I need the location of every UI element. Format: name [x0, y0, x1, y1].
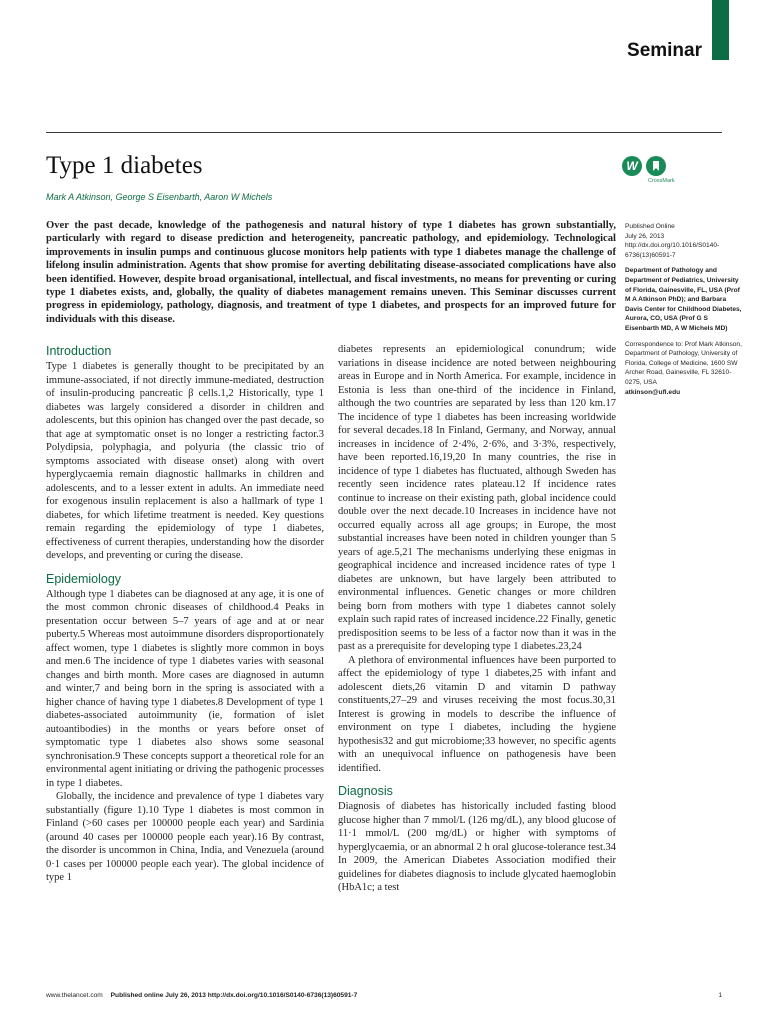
heading-epidemiology: Epidemiology: [46, 571, 122, 586]
affiliation: Department of Pathology and Department of Pediatrics, University of Florida, Gainesville, FL, USA (Prof M A Atkinson PhD); and Barbara Davis Center for Childhood Diabetes, Aurora, CO, USA (Prof G S Eisenbarth MD, A W Michels MD): [625, 267, 742, 332]
footer-site[interactable]: www.thelancet.com: [46, 992, 103, 999]
paragraph-introduction: Type 1 diabetes is generally thought to be precipitated by an immune-associated, if not directly immune-mediated, destruction of insulin-producing pancreatic β cells.1,2 Historically, type 1 diabetes was largely considered a disorder in children and adolescents, but this opinion has changed over the past decade, so that age at symptomatic onset is no longer a restricting factor.3 Polydipsia, polyphagia, and polyuria (the classic trio of symptoms associated with disease onset) along with overt hyperglycaemia remain diagnostic hallmarks in children and adolescents, and to a lesser extent in adults. An immediate need for exogenous insulin replacement is also a hallmark of type 1 diabetes, for which lifetime treatment is needed. Key questions remain regarding the epidemiology of type 1 diabetes, effectiveness of current therapies, understanding how the disorder develops, and preventing or curing the disease.: [46, 361, 324, 561]
body-column-right: [338, 343, 616, 895]
page-number: 1: [718, 992, 722, 999]
header-rule: [46, 132, 722, 133]
paragraph-epidemiology-3: diabetes represents an epidemiological conundrum; wide variations in disease incidence are noted between neighbouring areas in Europe and in North America. For example, incidence in Estonia is less than one-third of the incidence in Finland, although the two countries are separated by less than 120 km.17 The incidence of type 1 diabetes has been increasing worldwide for several decades.18 In Finland, Germany, and Norway, annual increases in incidence of 2·4%, 2·6%, and 3·3%, respectively, have been reported.16,19,20 In many countries, the rise in incidence of type 1 diabetes has fluctuated, although Sweden has recently seen incidence rates plateau.12 If incidence rates continue to increase on their existing path, global incidence could double over the next decade.10 Increases in incidence have not occurred equally across all age groups; in Europe, the most substantial increases have been noted in children younger than 5 years of age.5,21 The mechanisms underlying these enigmas in geographical incidence and increased incidence rates of type 1 diabetes are unknown, but have largely been attributed to environmental influences. Genetic changes or more children being born from mothers with type 1 diabetes cannot solely explain such rapid rates of increased incidence.22 Finally, genetic predisposition seems to be less of a factor now than it was in the past as a prerequisite for developing type 1 diabetes.23,24: [338, 344, 616, 652]
article-sidebar: [625, 222, 743, 403]
paragraph-epidemiology-1: Although type 1 diabetes can be diagnosed at any age, it is one of the most common chronic diseases of childhood.4 Peaks in presentation occur between 5–7 years of age and at or near puberty.5 Whereas most autoimmune disorders disproportionately affect women, type 1 diabetes is slightly more common in boys and men.6 The incidence of type 1 diabetes varies with seasonal changes and birth month. More cases are diagnosed in autumn and winter,7 and being born in the spring is associated with a higher chance of having type 1 diabetes.8 Development of type 1 diabetes-associated autoimmunity (ie, formation of islet autoantibodies) in the months or years before onset of symptomatic type 1 diabetes also shows some seasonal synchronisation.9 These concepts support a theoretical role for an environmental agent initiating or driving the pathogenic processes in type 1 diabetes.: [46, 588, 324, 789]
w-icon[interactable]: W: [622, 156, 642, 176]
bookmark-icon: [650, 160, 662, 172]
correspondence: [625, 340, 743, 398]
crossmark-icon[interactable]: [646, 156, 666, 176]
heading-diagnosis: Diagnosis: [338, 784, 393, 798]
article-title: Type 1 diabetes: [46, 152, 203, 179]
page-footer: [46, 992, 722, 999]
paragraph-epidemiology-2: Globally, the incidence and prevalence of type 1 diabetes vary substantially (figure 1).10 Type 1 diabetes is most common in Finland (>60 cases per 100000 people each year) and Sardinia (around 40 cases per 100000 people each year).16 By contrast, the disorder is uncommon in China, India, and Venezuela (around 0·1 cases per 100000 people each year). The global incidence of type 1: [46, 791, 324, 883]
correspondence-email[interactable]: atkinson@ufl.edu: [625, 388, 681, 396]
journal-color-bar: [712, 0, 729, 60]
published-date: July 26, 2013: [625, 232, 665, 240]
doi-link[interactable]: http://dx.doi.org/10.1016/S0140-6736(13)60591-7: [625, 242, 720, 259]
correspondence-address: Correspondence to: Prof Mark Atkinson, Department of Pathology, University of Florida, College of Medicine, 1600 SW Archer Road, Gainesville, FL 32610-0275, USA: [625, 340, 742, 386]
publication-info: [625, 222, 743, 260]
crossmark-label: CrossMark: [648, 178, 675, 184]
heading-introduction: Introduction: [46, 344, 112, 358]
footer-publication: Published online July 26, 2013 http://dx.doi.org/10.1016/S0140-6736(13)60591-7: [110, 992, 358, 999]
paragraph-epidemiology-4: A plethora of environmental influences have been purported to affect the epidemiology of type 1 diabetes,25 with infant and adolescent diets,26 vitamin D and vitamin D pathway constituents,27–29 and viruses receiving the most focus.30,31 Interest is growing in models to describe the influence of environment on type 1 diabetes, including the hygiene hypothesis32 and gut microbiome;33 however, no specific agents with an unequivocal influence on pathogenesis have been identified.: [338, 654, 616, 774]
body-column-left: [46, 343, 324, 885]
abstract: Over the past decade, knowledge of the pathogenesis and natural history of type 1 diabetes has grown substantially, particularly with regard to disease prediction and heterogeneity, pancreatic pathology, and epidemiology. Technological improvements in insulin pumps and continuous glucose monitors help patients with type 1 diabetes manage the challenge of lifelong insulin administration. Agents that show promise for averting debilitating disease-associated complications have also been identified. However, despite broad organisational, intellectual, and fiscal investments, no means for preventing or curing type 1 diabetes exists, and, globally, the quality of diabetes management remains uneven. This Seminar discusses current progress in epidemiology, pathology, diagnosis, and treatment of type 1 diabetes, and prospects for an improved future for individuals with this disease.: [46, 220, 616, 325]
published-online-label: Published Online: [625, 223, 675, 230]
paragraph-diagnosis: Diagnosis of diabetes has historically included fasting blood glucose higher than 7 mmol/L (126 mg/dL), any blood glucose of 11·1 mmol/L (200 mg/dL) or higher with symptoms of hyperglycaemia, or an abnormal 2 h oral glucose-tolerance test.34 In 2009, the American Diabetes Association modified their guidelines for diabetes diagnosis to include glycated haemoglobin (HbA1c; a test: [338, 801, 616, 893]
author-list: Mark A Atkinson, George S Eisenbarth, Aaron W Michels: [46, 192, 273, 202]
article-icons: [622, 156, 666, 176]
section-label: Seminar: [627, 40, 702, 61]
